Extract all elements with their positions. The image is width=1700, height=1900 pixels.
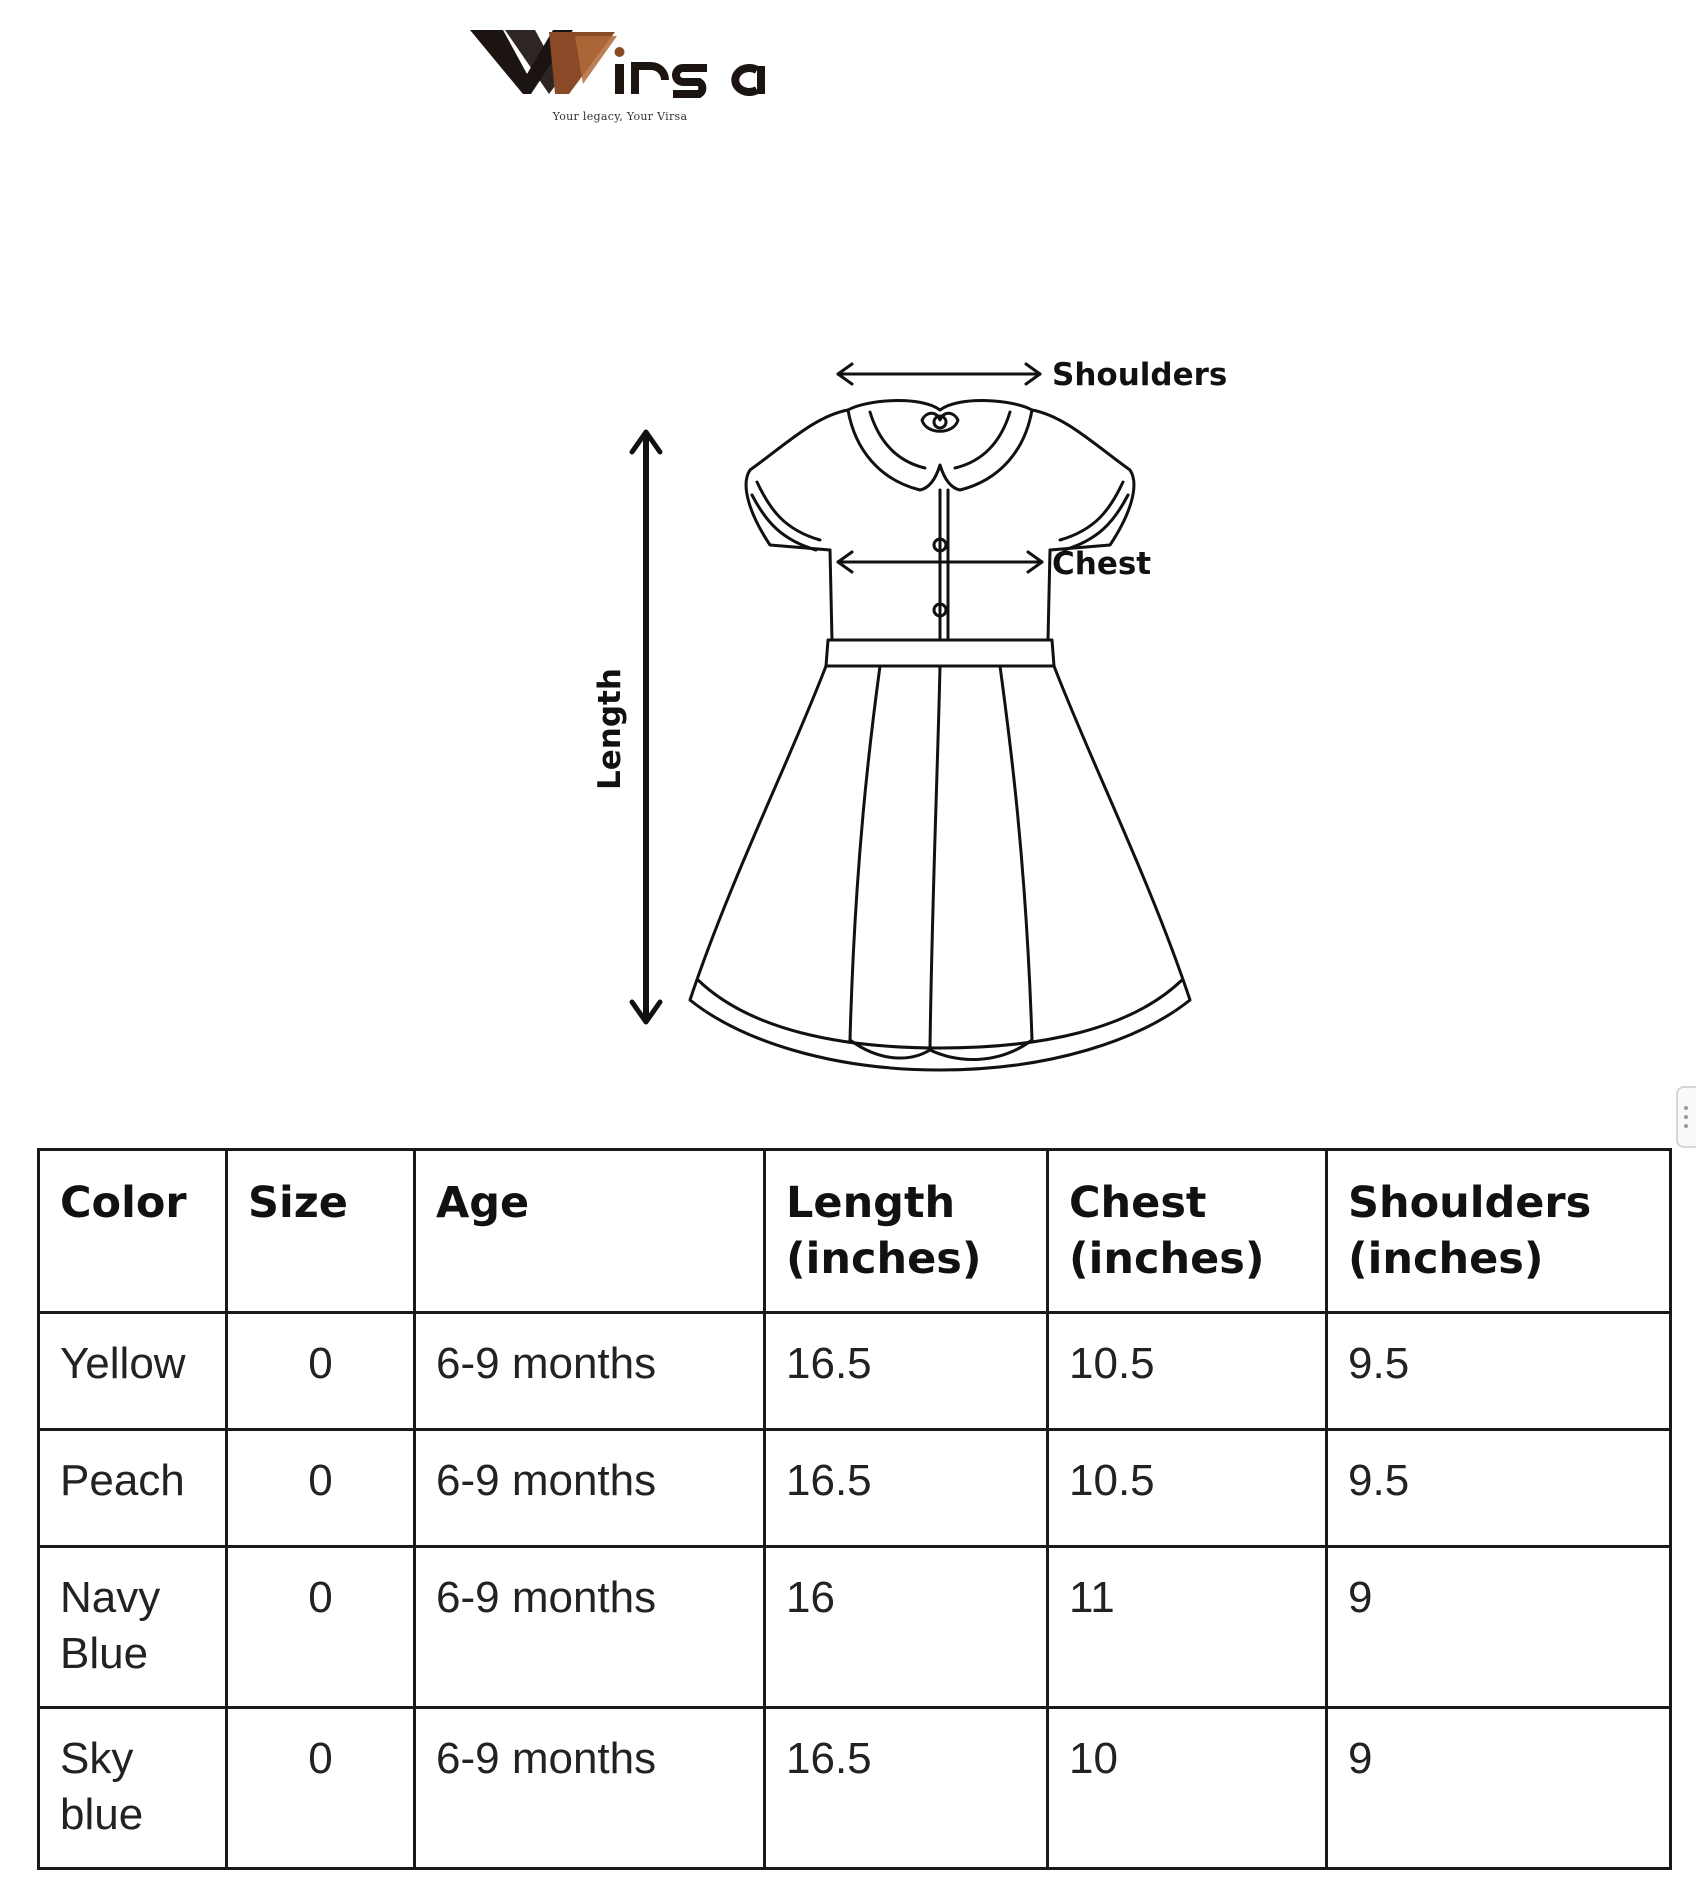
table-row [39,1313,1671,1430]
table-row [39,1708,1671,1869]
shoulders-label: Shoulders [1052,357,1228,393]
cell-shoulders: 9 [1327,1708,1671,1869]
cell-length: 16.5 [765,1708,1048,1869]
cell-color: Yellow [39,1313,227,1430]
dress-measurement-diagram [580,340,1260,1080]
cell-shoulders: 9.5 [1327,1430,1671,1547]
shoulders-arrow [838,364,1040,384]
cell-age: 6-9 months [415,1430,765,1547]
header-length: Length (inches) [765,1150,1048,1313]
cell-color: Sky blue [39,1708,227,1869]
cell-chest: 10 [1048,1708,1327,1869]
cell-length: 16.5 [765,1430,1048,1547]
chest-label: Chest [1052,546,1152,582]
cell-length: 16.5 [765,1313,1048,1430]
cell-shoulders: 9 [1327,1547,1671,1708]
cell-color: Navy Blue [39,1547,227,1708]
table-row [39,1547,1671,1708]
brand-tagline: Your legacy, Your Virsa [552,110,688,123]
cell-size: 0 [227,1313,415,1430]
cell-length: 16 [765,1547,1048,1708]
cell-size: 0 [227,1708,415,1869]
size-chart-table [37,1148,1672,1870]
header-shoulders: Shoulders (inches) [1327,1150,1671,1313]
header-size: Size [227,1150,415,1313]
table-header-row [39,1150,1671,1313]
virsa-logo-mark [465,22,795,112]
cell-chest: 10.5 [1048,1313,1327,1430]
header-age: Age [415,1150,765,1313]
cell-size: 0 [227,1547,415,1708]
cell-size: 0 [227,1430,415,1547]
dress-outline [690,401,1190,1070]
length-arrow [632,432,660,1022]
cell-chest: 10.5 [1048,1430,1327,1547]
cell-chest: 11 [1048,1547,1327,1708]
table-row [39,1430,1671,1547]
cell-age: 6-9 months [415,1708,765,1869]
header-color: Color [39,1150,227,1313]
brand-logo [465,22,795,132]
cell-age: 6-9 months [415,1547,765,1708]
header-chest: Chest (inches) [1048,1150,1327,1313]
cell-age: 6-9 months [415,1313,765,1430]
length-label: Length [592,668,628,790]
cell-color: Peach [39,1430,227,1547]
side-panel-handle[interactable] [1676,1086,1696,1148]
cell-shoulders: 9.5 [1327,1313,1671,1430]
